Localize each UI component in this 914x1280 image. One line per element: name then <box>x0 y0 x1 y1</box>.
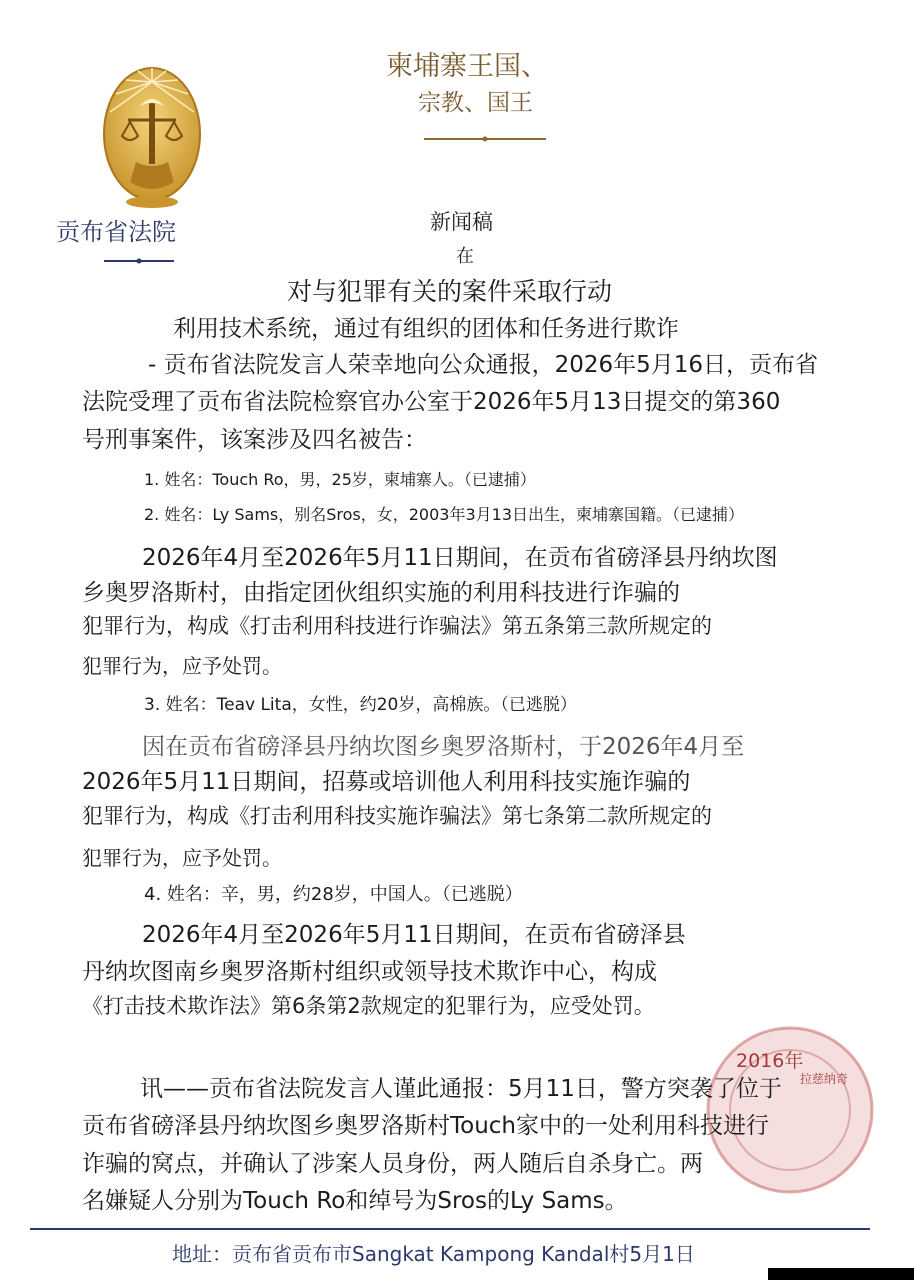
charge-1-line: 犯罪行为，构成《打击利用科技进行诈骗法》第五条第三款所规定的 <box>82 614 712 638</box>
defendant-item: 3. 姓名：Teav Lita，女性，约20岁，高棉族。（已逃脱） <box>144 695 577 715</box>
document-title: 对与犯罪有关的案件采取行动 <box>287 277 613 306</box>
court-emblem <box>100 62 204 212</box>
defendant-item: 2. 姓名：Ly Sams，别名Sros，女，2003年3月13日出生，柬埔寨国籍。（已逮捕） <box>144 505 745 524</box>
intro-line: 号刑事案件，该案涉及四名被告： <box>82 427 427 453</box>
court-name: 贡布省法院 <box>56 218 176 246</box>
intro-line: - 贡布省法院发言人荣幸地向公众通报，2026年5月16日，贡布省 <box>148 352 819 378</box>
footer-divider <box>30 1228 870 1230</box>
charge-2-line: 因在贡布省磅泽县丹纳坎图乡奥罗洛斯村，于2026年4月至 <box>142 734 745 760</box>
seal-name: 拉慈纳奇 <box>800 1072 849 1086</box>
footer-address: 地址：贡布省贡布市Sangkat Kampong Kandal村5月1日 <box>172 1242 695 1266</box>
statement-line: 贡布省磅泽县丹纳坎图乡奥罗洛斯村Touch家中的一处利用科技进行 <box>82 1113 770 1139</box>
court-name-divider <box>104 257 174 265</box>
seal-year: 2016年 <box>736 1050 804 1072</box>
statement-line: 诈骗的窝点，并确认了涉案人员身份，两人随后自杀身亡。两 <box>82 1151 703 1177</box>
charge-1-line: 乡奥罗洛斯村，由指定团伙组织实施的利用科技进行诈骗的 <box>82 580 680 606</box>
charge-3-line: 《打击技术欺诈法》第6条第2款规定的犯罪行为，应受处罚。 <box>82 994 655 1018</box>
defendant-item: 4. 姓名：辛，男，约28岁，中国人。（已逃脱） <box>144 884 523 905</box>
press-release-title: 新闻稿 <box>430 210 493 234</box>
statement-line: 名嫌疑人分别为Touch Ro和绰号为Sros的Ly Sams。 <box>82 1188 628 1214</box>
kingdom-title: 柬埔寨王国、 <box>386 51 548 82</box>
header-divider <box>424 135 546 143</box>
charge-3-line: 丹纳坎图南乡奥罗洛斯村组织或领导技术欺诈中心，构成 <box>82 959 657 985</box>
defendant-item: 1. 姓名：Touch Ro，男，25岁，柬埔寨人。（已逮捕） <box>144 470 536 489</box>
corner-mark <box>768 1268 914 1280</box>
charge-2-line: 犯罪行为，应予处罚。 <box>82 846 282 870</box>
charge-2-line: 2026年5月11日期间，招募或培训他人利用科技实施诈骗的 <box>82 769 691 795</box>
charge-2-line: 犯罪行为，构成《打击利用科技实施诈骗法》第七条第二款所规定的 <box>82 804 712 828</box>
charge-1-line: 犯罪行为，应予处罚。 <box>82 654 282 678</box>
document-subtitle: 利用技术系统，通过有组织的团体和任务进行欺诈 <box>173 316 679 342</box>
intro-line: 法院受理了贡布省法院检察官办公室于2026年5月13日提交的第360 <box>82 389 781 415</box>
kingdom-motto: 宗教、国王 <box>418 90 533 116</box>
charge-1-line: 2026年4月至2026年5月11日期间，在贡布省磅泽县丹纳坎图 <box>142 545 778 571</box>
statement-line: 讯——贡布省法院发言人谨此通报：5月11日，警方突袭了位于 <box>140 1076 782 1102</box>
charge-3-line: 2026年4月至2026年5月11日期间，在贡布省磅泽县 <box>142 922 686 948</box>
title-at: 在 <box>456 246 474 267</box>
